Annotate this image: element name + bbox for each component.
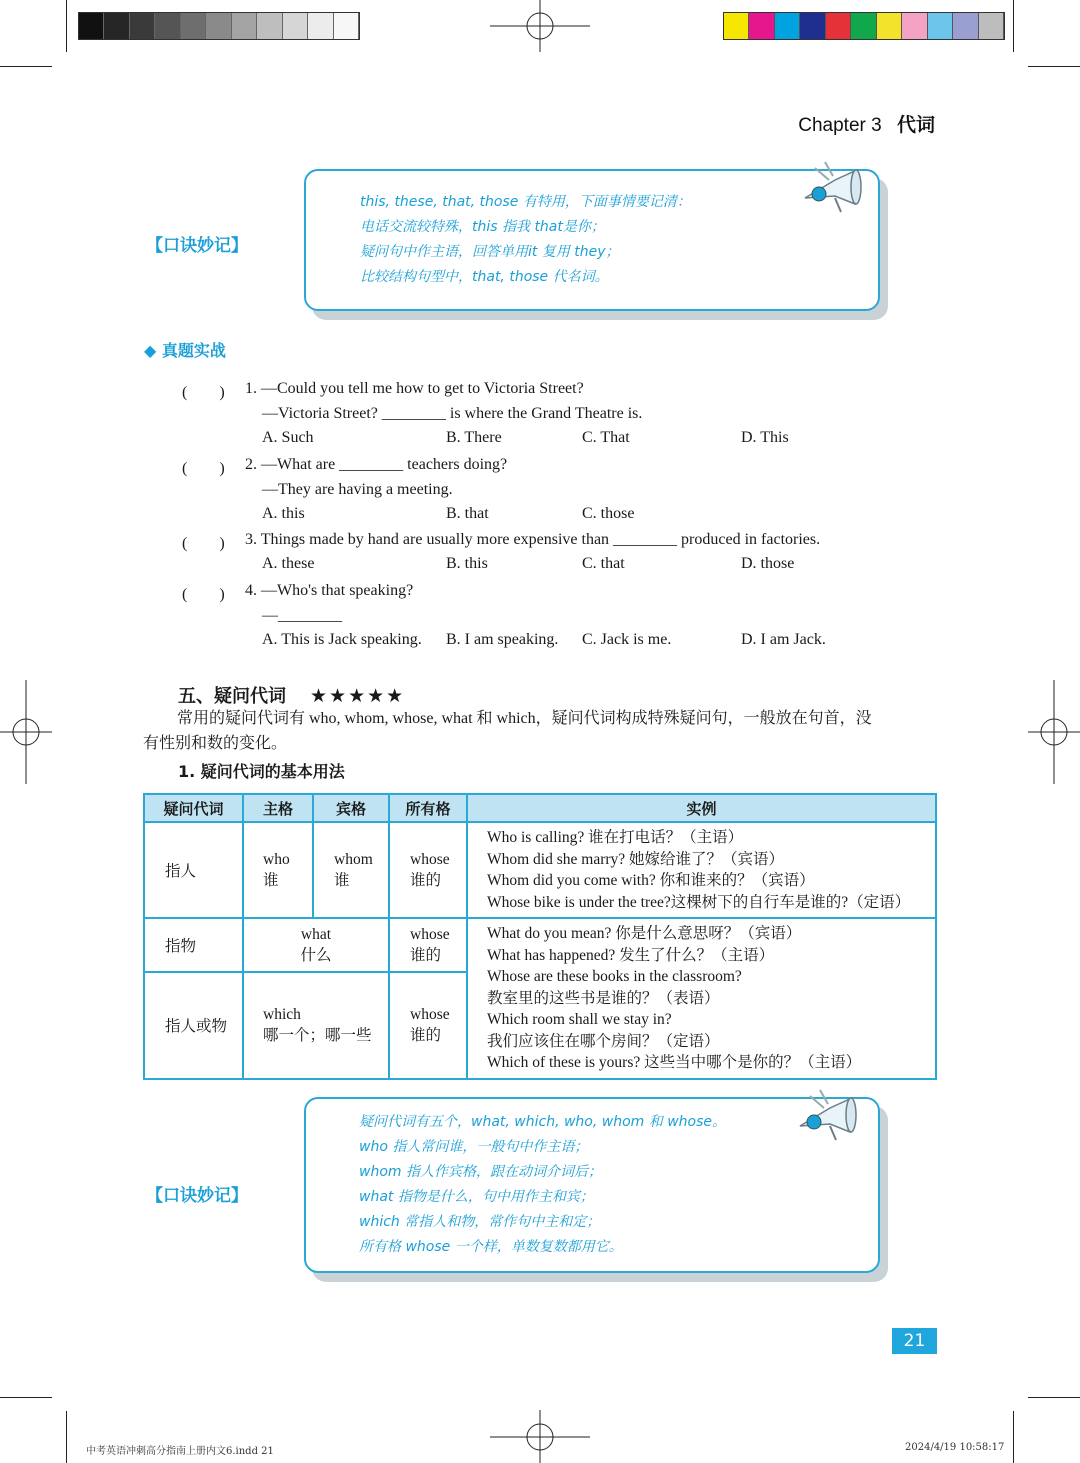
section-intro — [143, 706, 943, 756]
mnemonic-line: 所有格 whose 一个样，单数复数都用它。 — [359, 1239, 623, 1255]
grey-swatch — [206, 13, 231, 39]
possessive-form — [389, 918, 467, 972]
footer-timestamp: 2024/4/19 10:58:17 — [905, 1442, 1005, 1453]
possessive-form — [389, 972, 467, 1079]
example-line: Which room shall we stay in? — [487, 1011, 672, 1028]
mnemonic-line: who 指人常问谁，一般句中作主语； — [359, 1139, 589, 1155]
crop-mark — [1028, 1397, 1080, 1398]
mnemonic-box-1 — [304, 169, 880, 311]
footer-file: 中考英语冲刺高分指南上册内文6.indd 21 — [86, 1446, 274, 1457]
option: D. This — [741, 429, 789, 446]
mnemonic-line: whom 指人作宾格，跟在动词介词后； — [359, 1164, 602, 1180]
page-number: 21 — [892, 1328, 937, 1354]
mnemonic-label-2: 【口诀妙记】 — [146, 1186, 248, 1206]
possessive-form — [389, 822, 467, 918]
subject-object-form — [243, 972, 389, 1079]
grey-swatch — [79, 13, 104, 39]
registration-mark-top — [490, 0, 590, 60]
grey-swatch — [181, 13, 206, 39]
question-line: —________ — [262, 607, 342, 624]
english-word: which — [263, 1006, 301, 1023]
crop-mark — [0, 66, 52, 67]
question-line: —They are having a meeting. — [262, 481, 453, 498]
example-line: What do you mean? 你是什么意思呀？（宾语） — [487, 925, 802, 942]
option: C. that — [582, 555, 625, 572]
importance-stars: ★★★★★ — [310, 686, 406, 707]
chinese-gloss: 哪一个；哪一些 — [263, 1026, 372, 1044]
color-swatch — [724, 13, 749, 39]
grey-swatch — [155, 13, 180, 39]
registration-mark-right — [1020, 680, 1080, 784]
mnemonic-line: 比较结构句型中，that, those 代名词。 — [360, 269, 609, 285]
chinese-gloss: 谁的 — [410, 1026, 442, 1044]
mnemonic-line: 疑问代词有五个，what, which, who, whom 和 whose。 — [359, 1114, 726, 1130]
english-word: who — [263, 851, 290, 868]
pronoun-type: 指人 — [144, 822, 243, 918]
color-swatch — [953, 13, 978, 39]
color-swatch — [928, 13, 953, 39]
option: B. that — [446, 505, 489, 522]
chapter-title: 代词 — [896, 114, 935, 136]
grey-swatch — [308, 13, 333, 39]
question-line: —Victoria Street? ________ is where the Grand Theatre is. — [262, 405, 643, 422]
example-line: Whose are these books in the classroom? — [487, 968, 742, 985]
header-cell: 所有格 — [389, 794, 467, 822]
question-stem: 1. —Could you tell me how to get to Victoria Street? — [245, 380, 584, 397]
crop-mark — [1013, 1411, 1014, 1463]
grey-swatch — [257, 13, 282, 39]
section-title: 五、疑问代词 — [178, 686, 286, 707]
question-stem: 3. Things made by hand are usually more expensive than ________ produced in factories. — [245, 531, 821, 548]
option: D. those — [741, 555, 795, 572]
grey-swatch — [104, 13, 129, 39]
grey-calibration-bar — [78, 12, 360, 40]
subject-object-form — [243, 918, 389, 972]
subheading: 1. 疑问代词的基本用法 — [178, 762, 345, 781]
option: D. I am Jack. — [741, 631, 826, 648]
mnemonic-line: 疑问句中作主语，回答单用it 复用 they； — [360, 244, 620, 260]
examples-cell — [467, 918, 936, 1079]
pronoun-type: 指物 — [144, 918, 243, 972]
megaphone-icon — [790, 1086, 862, 1144]
crop-mark — [1013, 0, 1014, 52]
example-line: Whom did she marry? 她嫁给谁了？（宾语） — [487, 850, 785, 868]
option: B. I am speaking. — [446, 631, 559, 648]
header-cell: 宾格 — [313, 794, 389, 822]
chinese-gloss: 谁 — [263, 871, 279, 889]
practice-heading: ◆ 真题实战 — [144, 341, 226, 360]
pronoun-type: 指人或物 — [144, 972, 243, 1079]
option: C. Jack is me. — [582, 631, 672, 648]
chapter-header — [798, 110, 935, 137]
header-cell: 主格 — [243, 794, 313, 822]
option: A. this — [262, 505, 305, 522]
megaphone-icon — [795, 158, 867, 216]
chinese-gloss: 谁的 — [410, 871, 442, 889]
intro-line: 常用的疑问代词有 who, whom, whose, what 和 which，疑问代词构成特殊疑问句，一般放在句首，没 — [177, 710, 872, 727]
crop-mark — [1028, 66, 1080, 67]
table-row — [144, 822, 936, 918]
mnemonic-label-1: 【口诀妙记】 — [146, 236, 248, 256]
example-line: 我们应该住在哪个房间？（定语） — [487, 1032, 720, 1050]
question-stem: 4. —Who's that speaking? — [245, 582, 414, 599]
color-swatch — [851, 13, 876, 39]
color-swatch — [979, 13, 1004, 39]
color-swatch — [877, 13, 902, 39]
examples-cell — [467, 822, 936, 918]
mnemonic-line: which 常指人和物，常作句中主和定； — [359, 1214, 601, 1230]
intro-line: 有性别和数的变化。 — [143, 735, 288, 752]
answer-bracket[interactable]: ( ) — [182, 535, 225, 552]
crop-mark — [66, 1411, 67, 1463]
english-word: what — [300, 925, 332, 943]
option: A. Such — [262, 429, 314, 446]
question-stem: 2. —What are ________ teachers doing? — [245, 456, 508, 473]
answer-bracket[interactable]: ( ) — [182, 460, 225, 477]
example-line: Whom did you come with? 你和谁来的？（宾语） — [487, 872, 815, 889]
chinese-gloss: 谁 — [334, 871, 350, 889]
object-form — [313, 822, 389, 918]
color-swatch — [775, 13, 800, 39]
option: C. That — [582, 429, 630, 446]
chapter-label: Chapter 3 — [798, 115, 882, 136]
english-word: whom — [334, 851, 373, 868]
option: A. these — [262, 555, 315, 572]
grey-swatch — [130, 13, 155, 39]
chinese-gloss: 谁的 — [410, 945, 442, 964]
grey-swatch — [334, 13, 359, 39]
crop-mark — [66, 0, 67, 52]
english-word: whose — [410, 925, 450, 943]
option: B. this — [446, 555, 488, 572]
color-swatch — [902, 13, 927, 39]
option: C. those — [582, 505, 635, 522]
option: A. This is Jack speaking. — [262, 631, 422, 648]
pronoun-table — [143, 793, 937, 1080]
header-cell: 实例 — [467, 794, 936, 822]
mnemonic-line: 电话交流较特殊，this 指我 that是你； — [360, 219, 605, 235]
registration-mark-left — [0, 680, 60, 784]
grey-swatch — [283, 13, 308, 39]
section-title-row — [178, 682, 405, 708]
answer-bracket[interactable]: ( ) — [182, 384, 225, 401]
english-word: whose — [410, 851, 450, 868]
color-swatch — [800, 13, 825, 39]
answer-bracket[interactable]: ( ) — [182, 586, 225, 603]
color-swatch — [749, 13, 774, 39]
grey-swatch — [232, 13, 257, 39]
registration-mark-bottom — [490, 1410, 590, 1463]
example-line: What has happened? 发生了什么？（主语） — [487, 946, 775, 964]
header-cell: 疑问代词 — [144, 794, 243, 822]
color-swatch — [826, 13, 851, 39]
table-header-row — [144, 794, 936, 822]
chinese-gloss: 什么 — [300, 945, 332, 964]
table-row — [144, 918, 936, 972]
example-line: Which of these is yours? 这些当中哪个是你的？（主语） — [487, 1054, 862, 1071]
crop-mark — [0, 1397, 52, 1398]
mnemonic-line: what 指物是什么，句中用作主和宾； — [359, 1189, 594, 1205]
mnemonic-line: this, these, that, those 有特用，下面事情要记清： — [360, 194, 691, 210]
english-word: whose — [410, 1006, 450, 1023]
option: B. There — [446, 429, 502, 446]
example-line: Who is calling? 谁在打电话？（主语） — [487, 829, 744, 846]
subject-form — [243, 822, 313, 918]
example-line: 教室里的这些书是谁的？（表语） — [487, 989, 720, 1007]
color-calibration-bar — [723, 12, 1005, 40]
example-line: Whose bike is under the tree?这棵树下的自行车是谁的?（定语） — [487, 893, 911, 911]
